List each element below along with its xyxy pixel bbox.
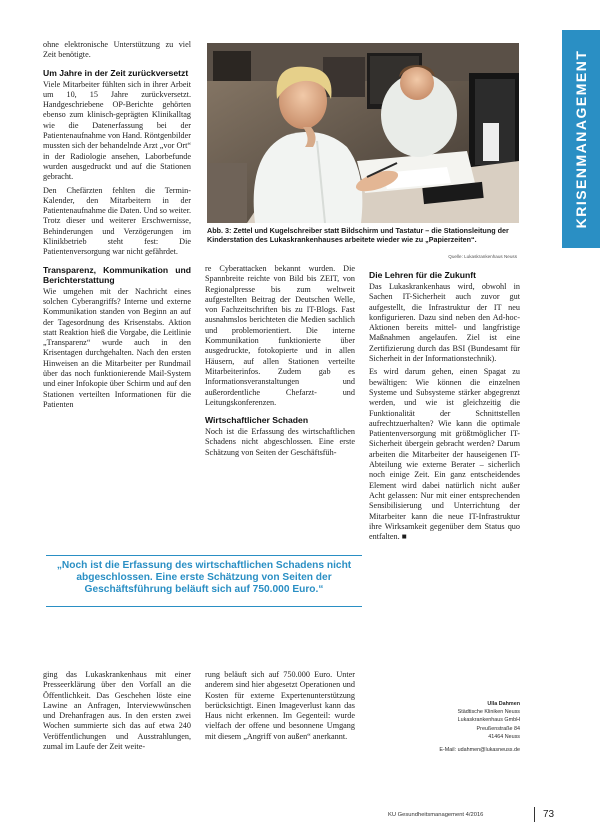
- photo-nurses-at-desk: [207, 43, 519, 223]
- col3-paragraph-1: Das Lukaskrankenhaus wird, obwohl in Sachen IT-Sicherheit auch zuvor gut aufgestellt, die Infrastruktur der IT neu konfigurieren. Dazu sind neben den Ad-hoc-Aktionen bereits mittel- und langfristige Maßnahmen angelaufen. Ziel ist eine Zertifizierung durch das BSI (Bundesamt für Sicherheit in der Informationstechnik).: [369, 282, 520, 364]
- contact-line: Städtische Kliniken Neuss: [457, 709, 520, 716]
- section-sidebar: [562, 30, 600, 248]
- col2-heading-1: Wirtschaftlicher Schaden: [205, 415, 309, 426]
- col1-heading-2: Transparenz, Kommunikation und Berichterstattung: [43, 264, 191, 285]
- bottom-column-1: [43, 670, 191, 752]
- contact-line: Lukaskrankenhaus GmbH: [457, 717, 520, 724]
- col1-paragraph-3: Wie umgehen mit der Nachricht eines solchen Cyberangriffs? Interne und externe Kommunikation standen von Beginn an auf der Tagesordnung des Krisenstabs. Aktion statt Reaktion hieß die Vorgabe, die Leitlinie „Transparenz“ wurde auch in den Krisentagen durchgehalten. Nach den ersten Hinweisen an die Mitarbeiter per Rundmail über das noch funktionierende Mail-System und einer Infokopie über Schirm und auf den Stationen verteilten Informationen für die Patienten: [43, 286, 191, 409]
- photo-caption: Abb. 3: Zettel und Kugelschreiber statt Bildschirm und Tastatur – die Stationsleitung der Kinderstation des Lukaskrankenhauses arbeitete wieder wie zu „Papierzeiten“.: [207, 226, 509, 245]
- pull-quote: „Noch ist die Erfassung des wirtschaftlichen Schadens nicht abgeschlossen. Eine erste Schätzung von Seiten der Geschäftsführung beläuft sich auf 750.000 Euro.“: [56, 560, 352, 596]
- quote-rule-top: [46, 555, 362, 556]
- footer-divider: [534, 807, 535, 822]
- section-label: KRISENMANAGEMENT: [573, 49, 589, 229]
- contact-email[interactable]: E-Mail: udahmen@lukasneuss.de: [439, 747, 520, 753]
- page-number: 73: [543, 809, 555, 820]
- col2-paragraph-2: Noch ist die Erfassung des wirtschaftlichen Schadens nicht abgeschlossen. Eine erste Schätzung von Seiten der Geschäftsfüh-: [205, 427, 355, 457]
- contact-line: Preußenstraße 84: [476, 725, 520, 732]
- column-1: [43, 40, 191, 410]
- author-contact: [369, 700, 520, 741]
- contact-line: Ulla Dahmen: [487, 701, 520, 707]
- col1-heading-1: Um Jahre in der Zeit zurückversetzt: [43, 67, 189, 78]
- col1-paragraph-1: Viele Mitarbeiter fühlten sich in ihrer Arbeit um 10, 15 Jahre zurückversetzt. Handgeschriebene OP-Berichte gehörten ebenso zum klinisch-geprägten Klinikalltag wie die Datenerfassung bei der Patientenaufnahme von Hand. Röntgenbilder mussten sich der behandelnde Arzt „vor Ort“ in der Radiologie ansehen, Laborbefunde wurden ausgedruckt und auf die Stationen gebracht.: [43, 79, 191, 182]
- bottom-col1-text: ging das Lukaskrankenhaus mit einer Presseerklärung über den Vorfall an die Öffentlichkeit. Das Geschehen löste eine Lawine an Anfragen, Interviewwünschen und Drehanfragen aus. In den ersten zwei Wochen summierte sich das auf etwa 240 Veröffentlichungen und Ausstrahlungen, zumal im Laufe der Zeit weite-: [43, 670, 191, 752]
- col3-heading-1: Die Lehren für die Zukunft: [369, 270, 476, 280]
- col3-paragraph-2: Es wird darum gehen, einen Spagat zu bewältigen: Wie können die einzelnen Systeme und Subsysteme stärker abgegrenzt werden, und wie ist gleichzeitig die Funktionalität der Schnittstellen aufrechtzuerhalten? Wie kann die optimale Patientenversorgung mit größtmöglicher IT-Sicherheit übergein gebracht werden? Darum arbeiten die Mitarbeiter der hauseigenen IT-Abteilung wie externe Berater – sicherlich noch einige Zeit. Ein ganz entscheidendes Element wird dabei natürlich nicht außer Acht gelassen: Nur mit einer entsprechenden Sensibilisierung und Unterrichtung der Mitarbeiter kann die neue IT-Infrastruktur ihre Wirksamkeit gegenüber dem Status quo entfalten. ■: [369, 367, 520, 542]
- column-2: [205, 264, 355, 458]
- contact-line: 41464 Neuss: [488, 733, 520, 740]
- bottom-column-2: [205, 670, 355, 742]
- col2-paragraph-1: re Cyberattacken bekannt wurden. Die Spannbreite reichte von Bild bis ZEIT, von Regionalpresse bis zum weltweit aufgestellten Beitrag der Deutschen Welle, von Fachzeitschriften bis zu IT-Blogs. Fast ausnahmslos berichteten die Medien sachlich und problemorientiert. Die interne Kommunikation funktionierte über ausgedruckte, fotokopierte und in allen Häusern, auf allen Stationen verteilte Mitarbeiterinfos. Zudem gab es Informationsveranstaltungen und außerordentliche Chefarzt- und Leitungskonferenzen.: [205, 264, 355, 407]
- footer-magazine-name: KU Gesundheitsmanagement 4/2016: [388, 812, 484, 818]
- col1-paragraph-2: Den Chefärzten fehlten die Termin-Kalender, den Mitarbeitern in der Patientenaufnahme die Daten. Und so weiter. Trotz dieser und weiterer Erschwernisse, Behinderungen und Verzögerungen im Klinikbetrieb steht fest: Die Patientenversorgung war nicht gefährdet.: [43, 185, 192, 257]
- article-photo: [207, 43, 519, 223]
- bottom-col2-text: rung beläuft sich auf 750.000 Euro. Unter anderem sind hier abgesetzt Operationen und Kosten für externe Expertenunterstützung berücksichtigt. Einen Imageverlust kann das Haus nicht erkennen. Im Gegenteil: wurde vielfach der offene und besonnene Umgang mit diesem „Angriff von außen“ anerkannt.: [205, 670, 355, 741]
- photo-credit: Quelle: Lukaskrankenhaus Neuss: [448, 254, 517, 259]
- col1-intro: ohne elektronische Unterstützung zu viel Zeit benötigte.: [43, 40, 191, 60]
- quote-rule-bottom: [46, 606, 362, 607]
- column-3: [369, 270, 520, 542]
